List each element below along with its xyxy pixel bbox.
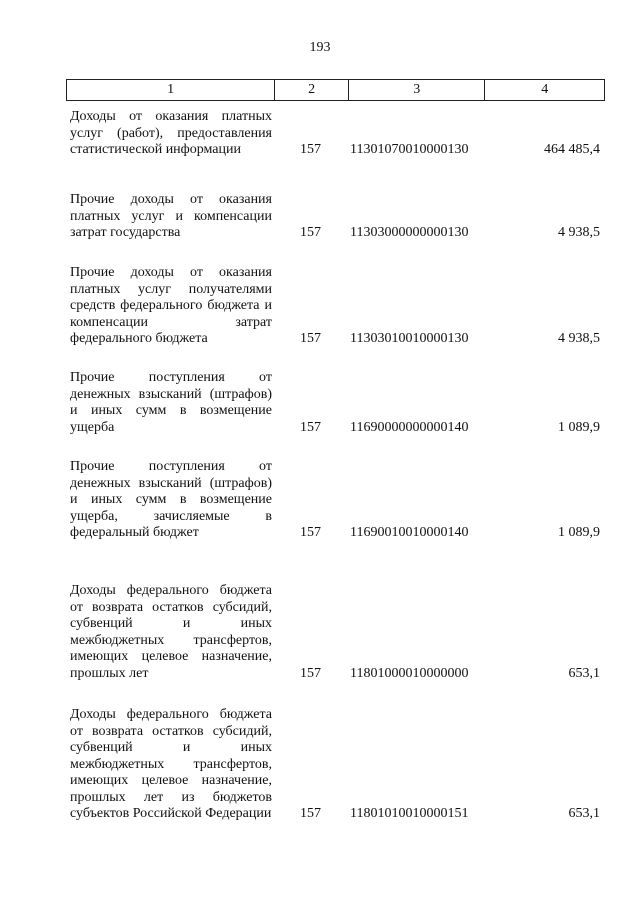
- row-budget-code: 11801010010000151: [350, 806, 469, 821]
- row-admin-code: 157: [300, 331, 321, 346]
- row-amount: 4 938,5: [558, 225, 600, 240]
- row-amount: 464 485,4: [544, 142, 600, 157]
- row-admin-code: 157: [300, 419, 321, 435]
- row-admin-code: 157: [300, 142, 321, 157]
- row-name: Прочие поступления от денежных взысканий (штрафов) и иных сумм в возмещение ущерба, зачисляемые в федеральный бюджет: [70, 459, 272, 540]
- row-admin-code: 157: [300, 525, 321, 540]
- table-row: [70, 370, 600, 436]
- row-amount: 1 089,9: [558, 419, 600, 435]
- row-name: Прочие доходы от оказания платных услуг получателями средств федерального бюджета и компенсации затрат федерального бюджета: [70, 265, 272, 346]
- row-name: Прочие поступления от денежных взысканий (штрафов) и иных сумм в возмещение ущерба: [70, 370, 272, 435]
- row-amount: 4 938,5: [558, 331, 600, 346]
- table-row: [70, 109, 600, 159]
- table-header: [66, 79, 605, 101]
- row-budget-code: 11303010010000130: [350, 331, 469, 346]
- row-name: Доходы федерального бюджета от возврата остатков субсидий, субвенций и иных межбюджетных трансфертов, имеющих целевое назначение, прошлых лет из бюджетов субъектов Российской Федерации: [70, 707, 272, 821]
- page-number: 193: [309, 40, 331, 55]
- row-budget-code: 11690000000000140: [350, 419, 469, 435]
- header-col-1: 1: [67, 80, 275, 100]
- row-budget-code: 11801000010000000: [350, 665, 469, 681]
- header-col-3: 3: [349, 80, 486, 100]
- row-amount: 1 089,9: [558, 525, 600, 540]
- row-amount: 653,1: [568, 665, 600, 681]
- row-budget-code: 11690010010000140: [350, 525, 469, 540]
- row-admin-code: 157: [300, 225, 321, 240]
- row-name: Доходы от оказания платных услуг (работ), предоставления статистической информации: [70, 109, 272, 157]
- table-row: [70, 265, 600, 348]
- row-budget-code: 11301070010000130: [350, 142, 469, 157]
- table-row: [70, 583, 600, 682]
- header-col-2: 2: [275, 80, 349, 100]
- table-row: [70, 707, 600, 823]
- row-admin-code: 157: [300, 665, 321, 681]
- row-name: Доходы федерального бюджета от возврата остатков субсидий, субвенций и иных межбюджетных трансфертов, имеющих целевое назначение, прошлых лет: [70, 583, 272, 681]
- table-row: [70, 459, 600, 542]
- row-name: Прочие доходы от оказания платных услуг и компенсации затрат государства: [70, 192, 272, 240]
- table-row: [70, 192, 600, 242]
- header-col-4: 4: [541, 82, 549, 97]
- row-admin-code: 157: [300, 806, 321, 821]
- row-budget-code: 11303000000000130: [350, 225, 469, 240]
- row-amount: 653,1: [568, 806, 600, 821]
